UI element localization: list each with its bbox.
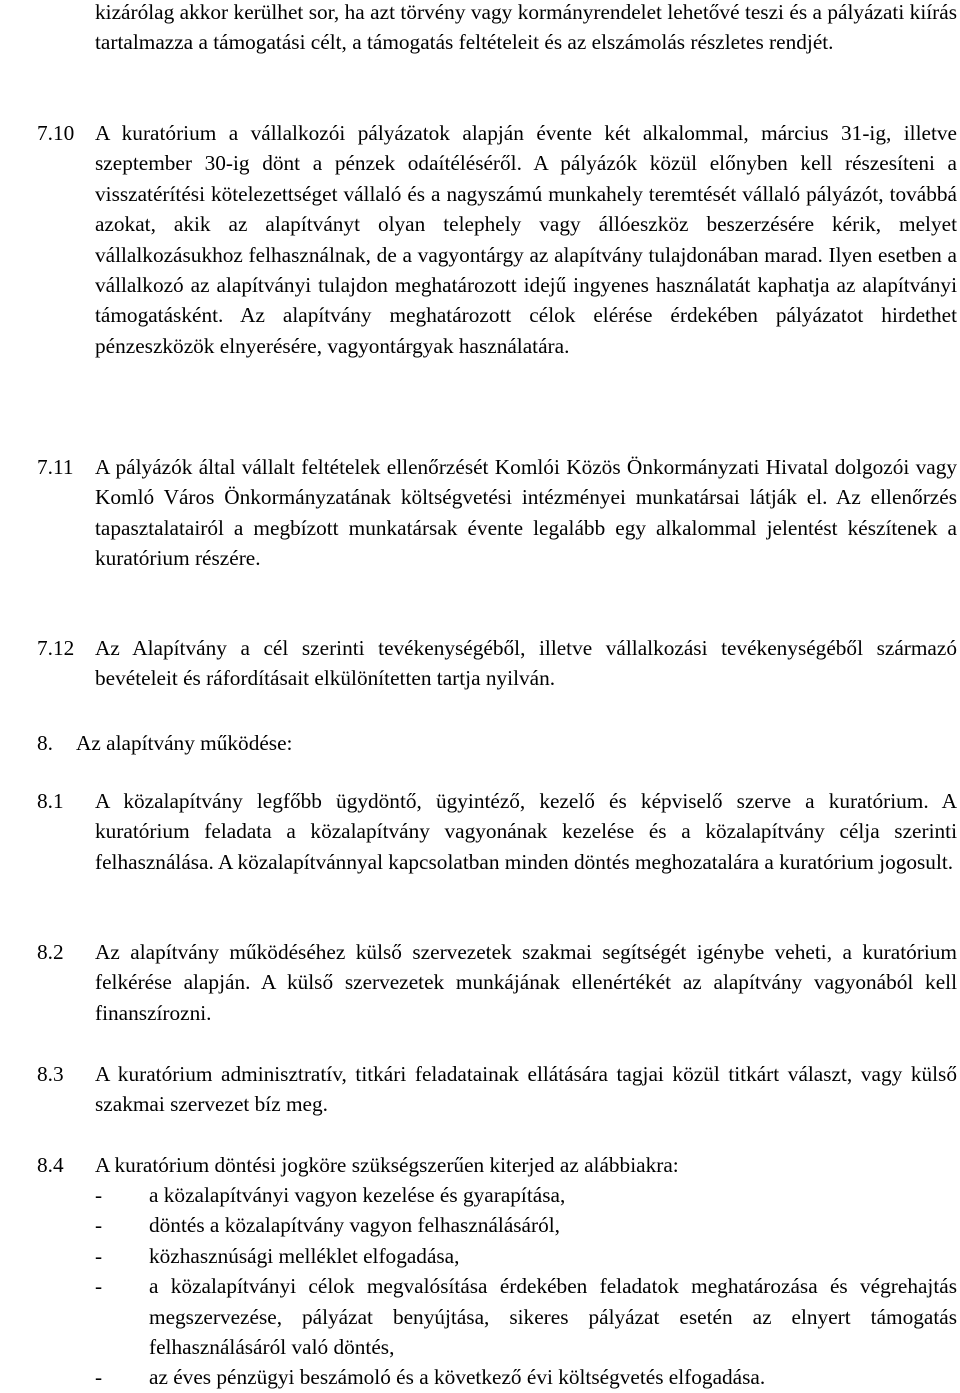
subsection-8-2-text: Az alapítvány működéséhez külső szervezetek szakmai segítségét igénybe veheti, a kuratórium felkérése alapján. A külső szervezetek munkájának ellenértékét az alapítvány vagyonából kell finanszírozni. [95,940,957,1025]
subsection-number-8-2: 8.2 [37,940,64,964]
list-dash: - [95,1183,103,1207]
list-item-text: a közalapítványi célok megvalósítása érdekében feladatok meghatározása és végrehajtás megszervezése, pályázat benyújtása, sikeres pályázat esetén az elnyert támogatás felhasználásáról való döntés, [149,1274,957,1360]
subsection-8-2 [95,937,957,1028]
heading-title: Az alapítvány működése: [76,731,293,755]
subsection-number-8-3: 8.3 [37,1062,64,1086]
section-7-12 [95,633,957,694]
subsection-8-3 [95,1059,957,1120]
intro-paragraph [95,0,957,58]
subsection-8-4 [95,1150,957,1180]
list-dash: - [95,1274,103,1299]
list-item [95,1271,957,1362]
list-item [95,1362,957,1392]
section-7-10 [95,118,957,361]
list-dash: - [95,1213,103,1238]
decision-list [95,1180,957,1393]
section-7-12-text: Az Alapítvány a cél szerinti tevékenységéből, illetve vállalkozási tevékenységéből származó bevételeit és ráfordításait elkülönítetten tartja nyilván. [95,636,957,691]
list-item-text: döntés a közalapítvány vagyon felhasználásáról, [149,1213,560,1238]
subsection-8-3-text: A kuratórium adminisztratív, titkári feladatainak ellátására tagjai közül titkárt választ, vagy külső szakmai szervezet bíz meg. [95,1062,957,1117]
list-dash: - [95,1243,103,1268]
section-number-7-12: 7.12 [37,636,75,660]
subsection-8-1-text: A közalapítvány legfőbb ügydöntő, ügyintéző, kezelő és képviselő szerve a kuratórium. A kuratórium feladata a közalapítvány vagyonának kezelése és a közalapítvány célja szerinti felhasználása. A közalapítvánnyal kapcsolatban minden döntés meghozatalára a kuratórium jogosult. [95,789,957,874]
intro-text: kizárólag akkor kerülhet sor, ha azt törvény vagy kormányrendelet lehetővé teszi és a pályázati kiírás tartalmazza a támogatási célt, a támogatás feltételeit és az elszámolás részletes rendjét. [95,0,957,55]
section-7-11 [95,452,957,574]
section-7-11-text: A pályázók által vállalt feltételek ellenőrzését Komlói Közös Önkormányzati Hivatal dolgozói vagy Komló Város Önkormányzatának költségvetési intézményei munkatársai látják el. Az ellenőrzés tapasztalatairól a megbízott munkatársak évente legalább egy alkalommal jelentést készítenek a kuratórium részére. [95,455,957,571]
section-number-7-11: 7.11 [37,455,74,479]
subsection-number-8-4: 8.4 [37,1153,64,1177]
list-dash: - [95,1365,103,1390]
list-item-text: a közalapítványi vagyon kezelése és gyarapítása, [149,1183,566,1207]
list-item [95,1241,957,1271]
section-number-7-10: 7.10 [37,121,75,145]
list-item [95,1210,957,1240]
heading-number: 8. [37,731,53,755]
list-item [95,1180,957,1210]
subsection-8-4-text: A kuratórium döntési jogköre szükségszerűen kiterjed az alábbiakra: [95,1153,679,1177]
list-item-text: az éves pénzügyi beszámoló és a következő évi költségvetés elfogadása. [149,1365,766,1390]
subsection-8-1 [95,786,957,877]
section-7-10-text: A kuratórium a vállalkozói pályázatok alapján évente két alkalommal, március 31-ig, illetve szeptember 30-ig dönt a pénzek odaítéléséről. A pályázók közül előnyben kell részesíteni a visszatérítési kötelezettséget vállaló és a nagyszámú munkahely teremtését vállaló pályázót, továbbá azokat, akik az alapítványt olyan telephely vagy állóeszköz beszerzésére kérik, melyet vállalkozásukhoz felhasználnak, de a vagyontárgy az alapítvány tulajdonában marad. Ilyen esetben a vállalkozó az alapítványi tulajdon meghatározott idejű ingyenes használatát kaphatja az alapítványi támogatásként. Az alapítvány meghatározott célok elérése érdekében pályázatot hirdethet pénzeszközök elnyerésére, vagyontárgyak használatára. [95,121,957,358]
subsection-number-8-1: 8.1 [37,789,64,813]
list-item-text: közhasznúsági melléklet elfogadása, [149,1243,460,1268]
